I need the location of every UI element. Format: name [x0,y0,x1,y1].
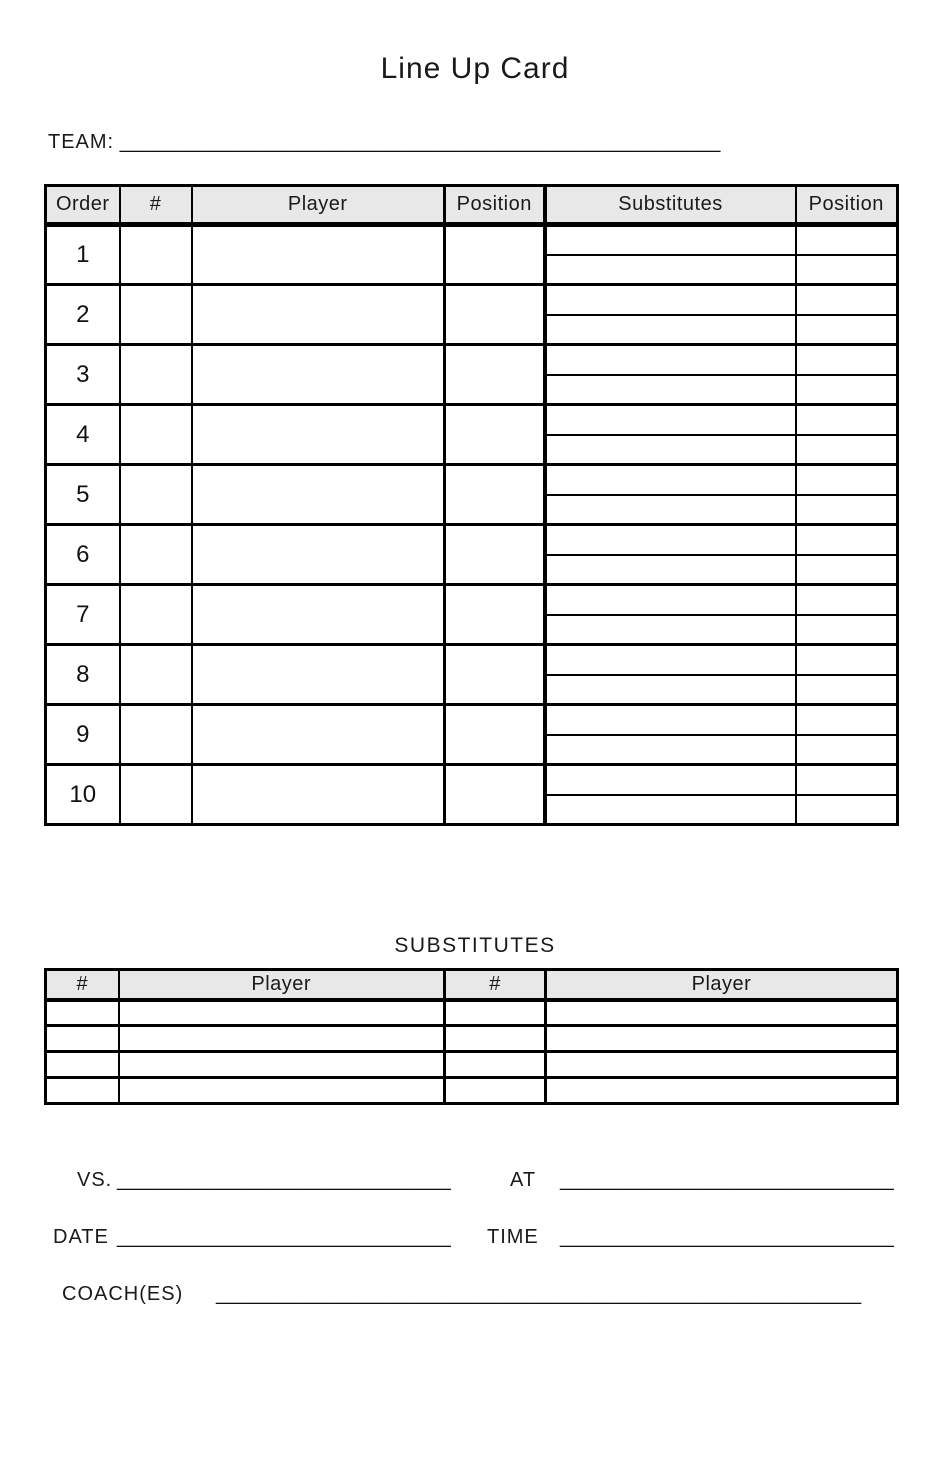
player-number-cell [120,765,192,825]
substitute-position-cell [796,555,898,585]
sub-header-player-1: Player [119,970,445,1000]
player-name-cell [192,645,445,705]
order-number: 6 [46,525,120,585]
substitutes-table [44,968,899,1105]
position-cell [445,285,545,345]
player-name-cell [192,585,445,645]
substitute-cell [545,345,796,375]
lineup-row [46,525,898,555]
lineup-row [46,405,898,435]
order-number: 3 [46,345,120,405]
substitute-position-cell [796,615,898,645]
position-cell [445,225,545,285]
substitute-cell [545,375,796,405]
lineup-row [46,645,898,675]
sub-number-cell [445,1078,546,1104]
substitute-cell [545,225,796,255]
position-cell [445,465,545,525]
lineup-row [46,225,898,255]
position-cell [445,765,545,825]
lineup-row [46,705,898,735]
substitute-position-cell [796,405,898,435]
sub-number-cell [445,1000,546,1026]
player-number-cell [120,405,192,465]
sub-number-cell [46,1026,119,1052]
sub-player-cell [546,1000,898,1026]
lineup-row [46,585,898,615]
player-name-cell [192,285,445,345]
substitute-position-cell [796,525,898,555]
substitute-position-cell [796,435,898,465]
substitute-cell [545,255,796,285]
player-number-cell [120,345,192,405]
team-blank-line: ______________________________________________________ [119,131,721,153]
substitutes-row [46,1078,898,1104]
position-cell [445,525,545,585]
substitute-position-cell [796,735,898,765]
substitute-position-cell [796,465,898,495]
substitutes-row [46,1000,898,1026]
substitute-cell [545,585,796,615]
header-order: Order [46,186,120,225]
coaches-label: COACH(ES) [62,1283,184,1305]
substitute-position-cell [796,705,898,735]
substitute-cell [545,525,796,555]
substitute-cell [545,645,796,675]
player-number-cell [120,285,192,345]
position-cell [445,405,545,465]
sub-player-cell [546,1026,898,1052]
substitute-position-cell [796,315,898,345]
substitute-position-cell [796,795,898,825]
header-substitutes: Substitutes [545,186,796,225]
substitute-position-cell [796,675,898,705]
vs-blank-line: ______________________________ [117,1169,451,1191]
header-position: Position [445,186,545,225]
substitute-cell [545,615,796,645]
lineup-table [44,184,899,826]
order-number: 8 [46,645,120,705]
lineup-row [46,285,898,315]
at-blank-line: ______________________________ [560,1169,894,1191]
lineup-row [46,465,898,495]
substitute-position-cell [796,645,898,675]
substitute-cell [545,285,796,315]
player-number-cell [120,705,192,765]
sub-header-player-2: Player [546,970,898,1000]
lineup-row [46,765,898,795]
position-cell [445,585,545,645]
at-label: AT [510,1169,537,1191]
sub-player-cell [119,1078,445,1104]
substitute-position-cell [796,375,898,405]
substitutes-header-row [46,970,898,1000]
substitute-cell [545,675,796,705]
position-cell [445,645,545,705]
team-label: TEAM: [48,131,115,153]
player-number-cell [120,645,192,705]
sub-player-cell [119,1026,445,1052]
substitute-cell [545,765,796,795]
substitute-cell [545,795,796,825]
lineup-row [46,345,898,375]
sub-player-cell [119,1052,445,1078]
player-name-cell [192,225,445,285]
player-number-cell [120,525,192,585]
sub-player-cell [546,1078,898,1104]
substitute-position-cell [796,345,898,375]
substitute-position-cell [796,225,898,255]
order-number: 10 [46,765,120,825]
substitute-cell [545,495,796,525]
substitute-position-cell [796,285,898,315]
substitute-position-cell [796,585,898,615]
date-blank-line: ______________________________ [117,1226,451,1248]
time-blank-line: ______________________________ [560,1226,894,1248]
player-number-cell [120,225,192,285]
substitute-cell [545,705,796,735]
player-name-cell [192,345,445,405]
time-label: TIME [487,1226,539,1248]
substitute-cell [545,405,796,435]
player-name-cell [192,705,445,765]
order-number: 4 [46,405,120,465]
substitute-position-cell [796,255,898,285]
lineup-header-row [46,186,898,225]
substitute-cell [545,435,796,465]
sub-header-number-2: # [445,970,546,1000]
position-cell [445,345,545,405]
sub-header-number-1: # [46,970,119,1000]
substitute-cell [545,555,796,585]
player-number-cell [120,585,192,645]
player-number-cell [120,465,192,525]
substitute-position-cell [796,495,898,525]
header-player: Player [192,186,445,225]
substitute-position-cell [796,765,898,795]
player-name-cell [192,465,445,525]
substitutes-row [46,1026,898,1052]
substitutes-row [46,1052,898,1078]
player-name-cell [192,525,445,585]
order-number: 7 [46,585,120,645]
player-name-cell [192,405,445,465]
position-cell [445,705,545,765]
sub-number-cell [46,1078,119,1104]
date-label: DATE [53,1226,109,1248]
coaches-blank-line: __________________________________________________________ [216,1283,862,1305]
substitute-cell [545,735,796,765]
order-number: 2 [46,285,120,345]
sub-number-cell [445,1052,546,1078]
order-number: 1 [46,225,120,285]
vs-label: VS. [77,1169,113,1191]
player-name-cell [192,765,445,825]
sub-player-cell [119,1000,445,1026]
order-number: 9 [46,705,120,765]
substitute-cell [545,465,796,495]
sub-number-cell [46,1000,119,1026]
header-substitute-position: Position [796,186,898,225]
header-number: # [120,186,192,225]
page-title: Line Up Card [380,52,570,85]
sub-number-cell [46,1052,119,1078]
order-number: 5 [46,465,120,525]
sub-player-cell [546,1052,898,1078]
sub-number-cell [445,1026,546,1052]
substitutes-heading: SUBSTITUTES [394,934,556,957]
substitute-cell [545,315,796,345]
team-row [48,131,720,154]
